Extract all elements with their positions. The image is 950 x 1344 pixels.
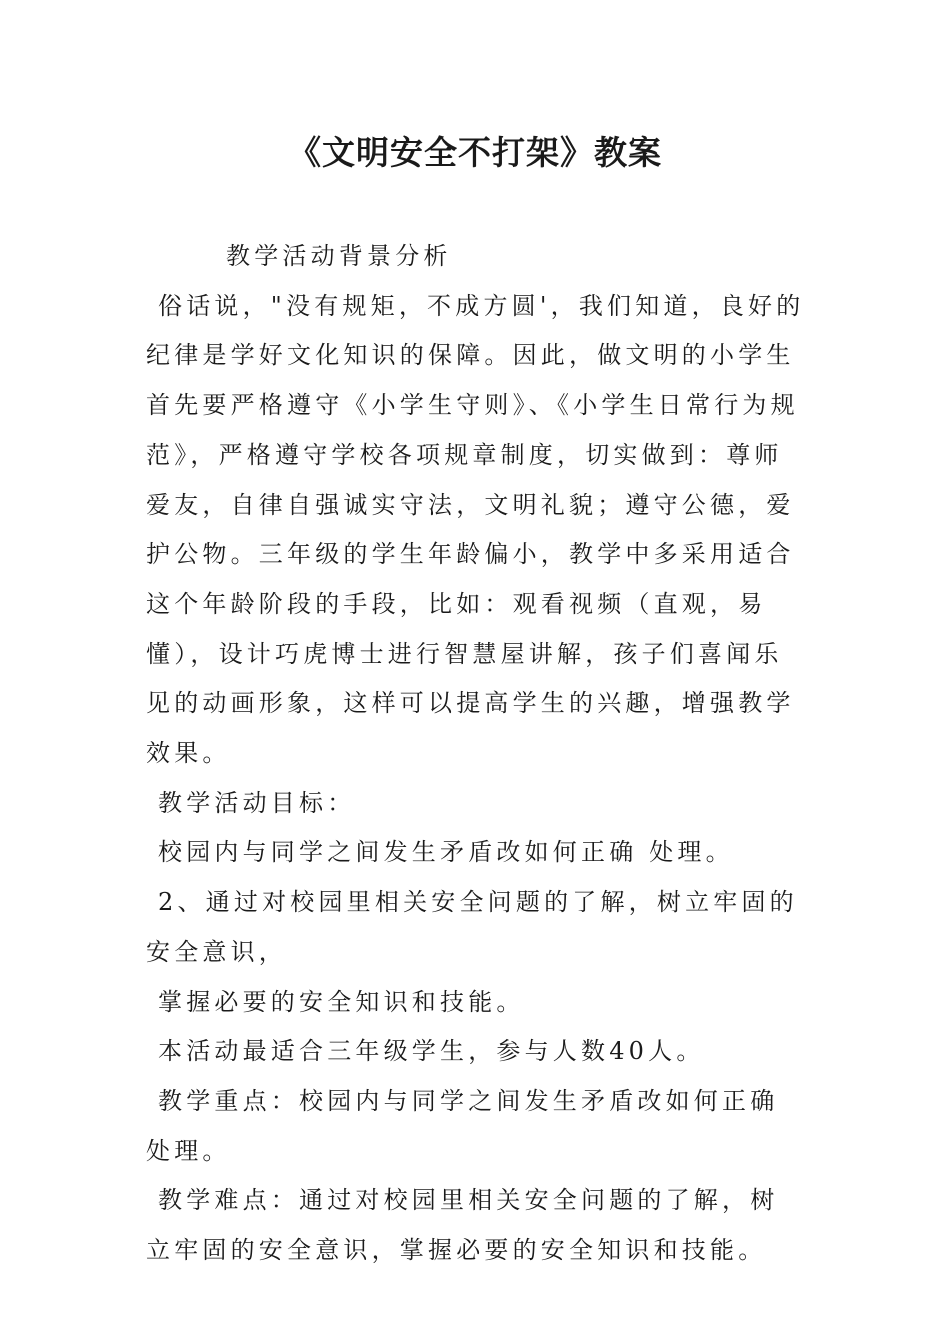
paragraph-goal-3: 掌握必要的安全知识和技能。 [158, 987, 525, 1016]
paragraph-difficulty: 教学难点：通过对校园里相关安全问题的了解，树立牢固的安全意识，掌握必要的安全知识和技能。 [146, 1186, 779, 1265]
paragraph-background: 俗话说，"没有规矩，不成方圆'，我们知道，良好的纪律是学好文化知识的保障。因此，做文明的小学生首先要严格遵守《小学生守则》、《小学生日常行为规范》，严格遵守学校各项规章制度，切实做到：尊师爱友，自律自强诚实守法，文明礼貌；遵守公德，爱护公物。三年级的学生年龄偏小，教学中多采用适合这个年龄阶段的手段，比如：观看视频（直观，易懂），设计巧虎博士进行智慧屋讲解，孩子们喜闻乐见的动画形象，这样可以提高学生的兴趣，增强教学效果。 [146, 291, 805, 768]
section-heading-background: 教学活动背景分析 [226, 242, 452, 270]
paragraph-key-point: 教学重点：校园内与同学之间发生矛盾改如何正确处理。 [146, 1086, 779, 1165]
document-title: 《文明安全不打架》教案 [288, 133, 662, 172]
paragraph-audience: 本活动最适合三年级学生，参与人数40人。 [158, 1037, 705, 1066]
paragraph-goal-2: 2、通过对校园里相关安全问题的了解，树立牢固的安全意识， [146, 888, 798, 966]
paragraph-goal-1: 校园内与同学之间发生矛盾改如何正确 处理。 [158, 838, 734, 867]
paragraph-goals-heading: 教学活动目标： [158, 788, 356, 817]
document-body [146, 232, 806, 1276]
